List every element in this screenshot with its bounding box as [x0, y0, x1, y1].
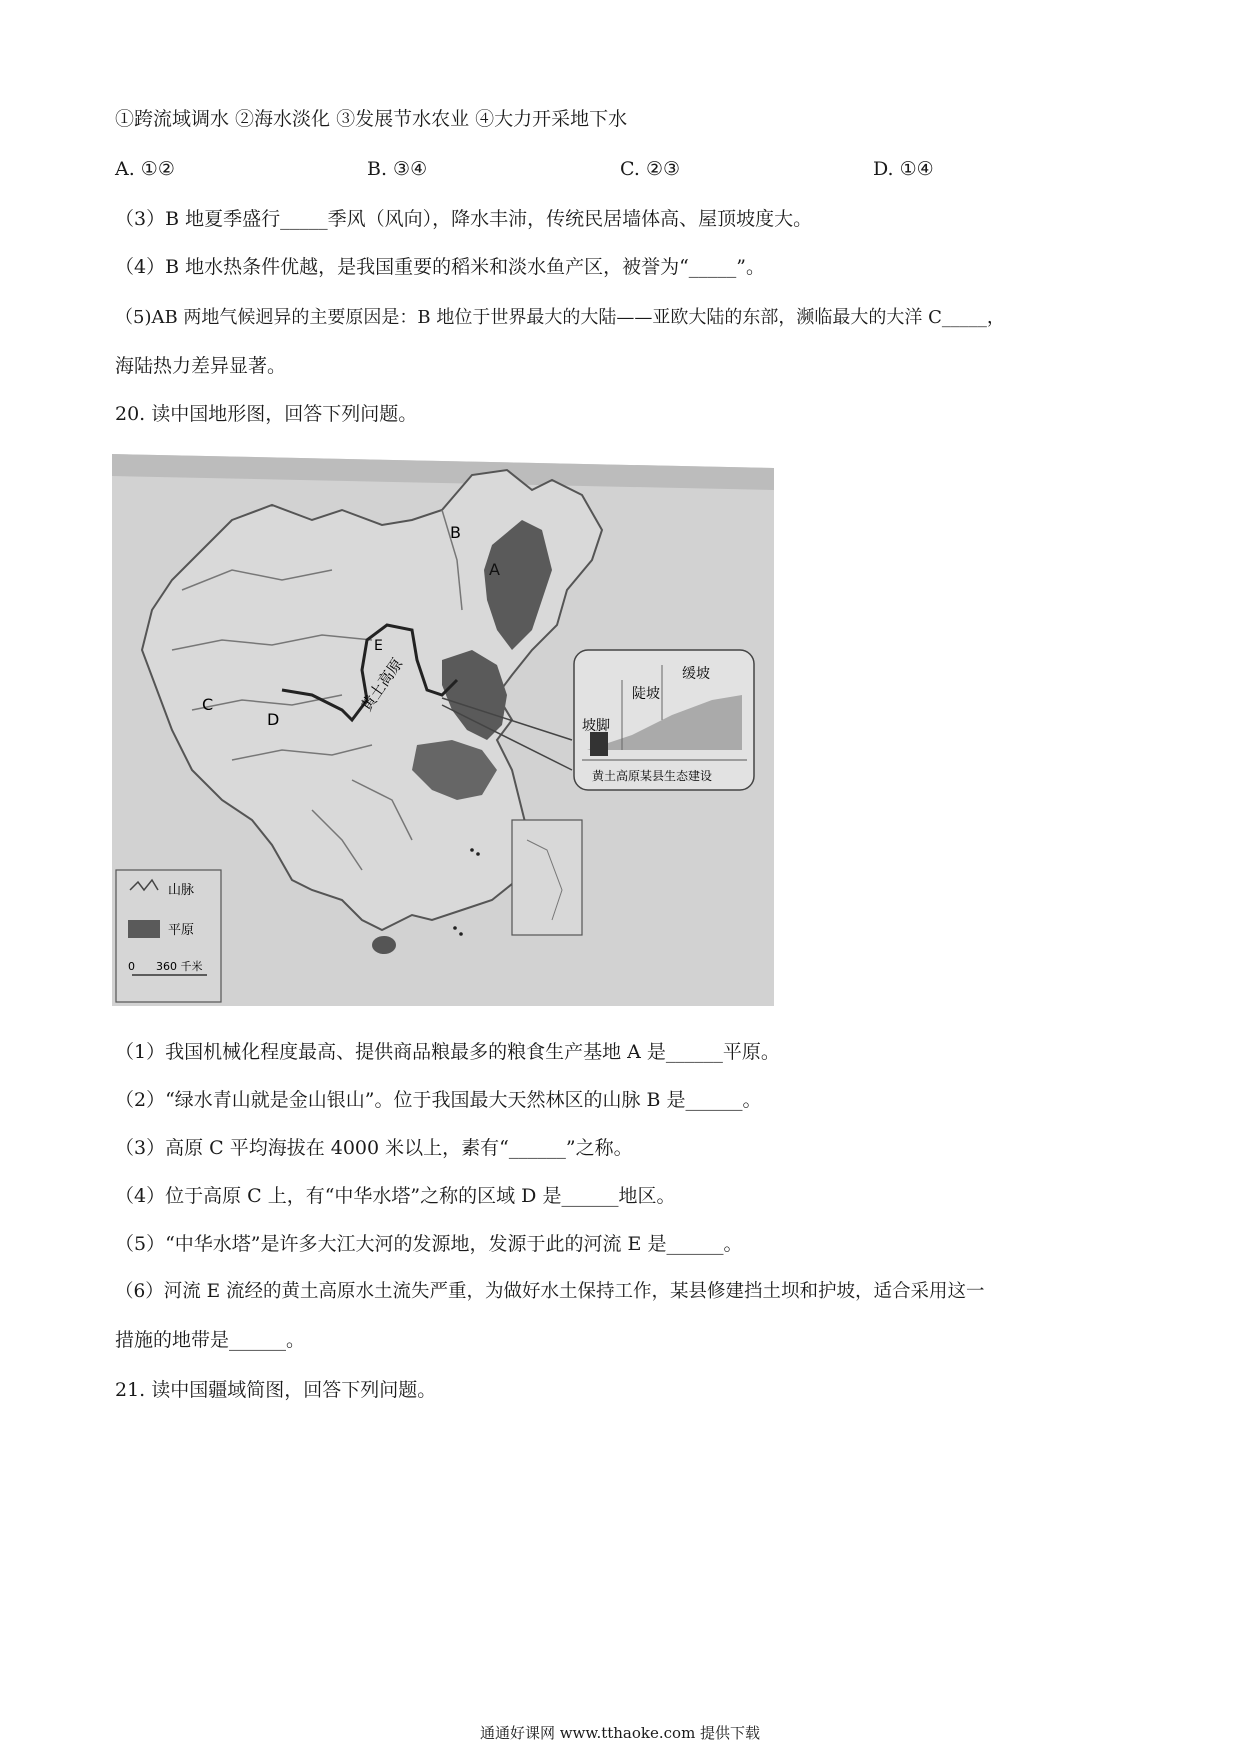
- label-d: D: [267, 710, 280, 729]
- inset-toe-label: 坡脚: [582, 718, 610, 734]
- label-e: E: [374, 638, 383, 654]
- legend-plain: 平原: [168, 923, 195, 938]
- q20-sub6-line2: 措施的地带是______。: [115, 1329, 306, 1351]
- option-c: C. ②③: [620, 158, 681, 180]
- inset-steep-label: 陡坡: [632, 686, 660, 702]
- option-d: D. ①④: [873, 158, 934, 180]
- q20-sub3: （3）高原 C 平均海拔在 4000 米以上，素有“______”之称。: [115, 1137, 633, 1159]
- q19-sub5-line1: （5)AB 两地气候迥异的主要原因是：B 地位于世界最大的大陆——亚欧大陆的东部，濒临最大的大洋 C_____，: [115, 307, 1005, 328]
- q19-sub4: （4）B 地水热条件优越，是我国重要的稻米和淡水鱼产区，被誉为“_____”。: [115, 256, 766, 278]
- page-footer: 通通好课网 www.tthaoke.com 提供下载: [479, 1724, 761, 1742]
- label-c: C: [202, 695, 214, 714]
- option-a: A. ①②: [115, 158, 175, 180]
- q21-title: 21. 读中国疆域简图，回答下列问题。: [115, 1379, 437, 1401]
- label-loess-plateau: 黄土高原: [357, 654, 407, 715]
- q19-sub3: （3）B 地夏季盛行_____季风（风向），降水丰沛，传统民居墙体高、屋顶坡度大。: [115, 208, 813, 230]
- south-sea-inset: [512, 820, 582, 935]
- q20-sub5: （5）“中华水塔”是许多大江大河的发源地，发源于此的河流 E 是______。: [115, 1233, 743, 1255]
- inset-caption: 黄土高原某县生态建设: [592, 769, 713, 783]
- q19-sub5-line2: 海陆热力差异显著。: [115, 355, 287, 377]
- plain-legend-swatch: [128, 920, 160, 938]
- q20-title: 20. 读中国地形图，回答下列问题。: [115, 403, 418, 425]
- legend-scale-zero: 0: [128, 960, 135, 973]
- q20-sub1: （1）我国机械化程度最高、提供商品粮最多的粮食生产基地 A 是______平原。: [115, 1041, 780, 1063]
- q20-sub6-line1: （6）河流 E 流经的黄土高原水土流失严重，为做好水土保持工作，某县修建挡土坝和护坡，适合采用这一: [115, 1281, 985, 1302]
- label-b: B: [450, 523, 461, 542]
- option-b: B. ③④: [367, 158, 428, 180]
- q20-sub2: （2）“绿水青山就是金山银山”。位于我国最大天然林区的山脉 B 是______。: [115, 1089, 762, 1111]
- legend-scale: 360 千米: [156, 960, 203, 973]
- inset-gentle-label: 缓坡: [682, 666, 710, 682]
- q20-sub4: （4）位于高原 C 上，有“中华水塔”之称的区域 D 是______地区。: [115, 1185, 676, 1207]
- measures-list: ①跨流域调水 ②海水淡化 ③发展节水农业 ④大力开采地下水: [115, 108, 628, 130]
- china-terrain-map: [112, 450, 774, 1006]
- label-a: A: [489, 560, 500, 579]
- legend-mountain: 山脉: [168, 883, 195, 898]
